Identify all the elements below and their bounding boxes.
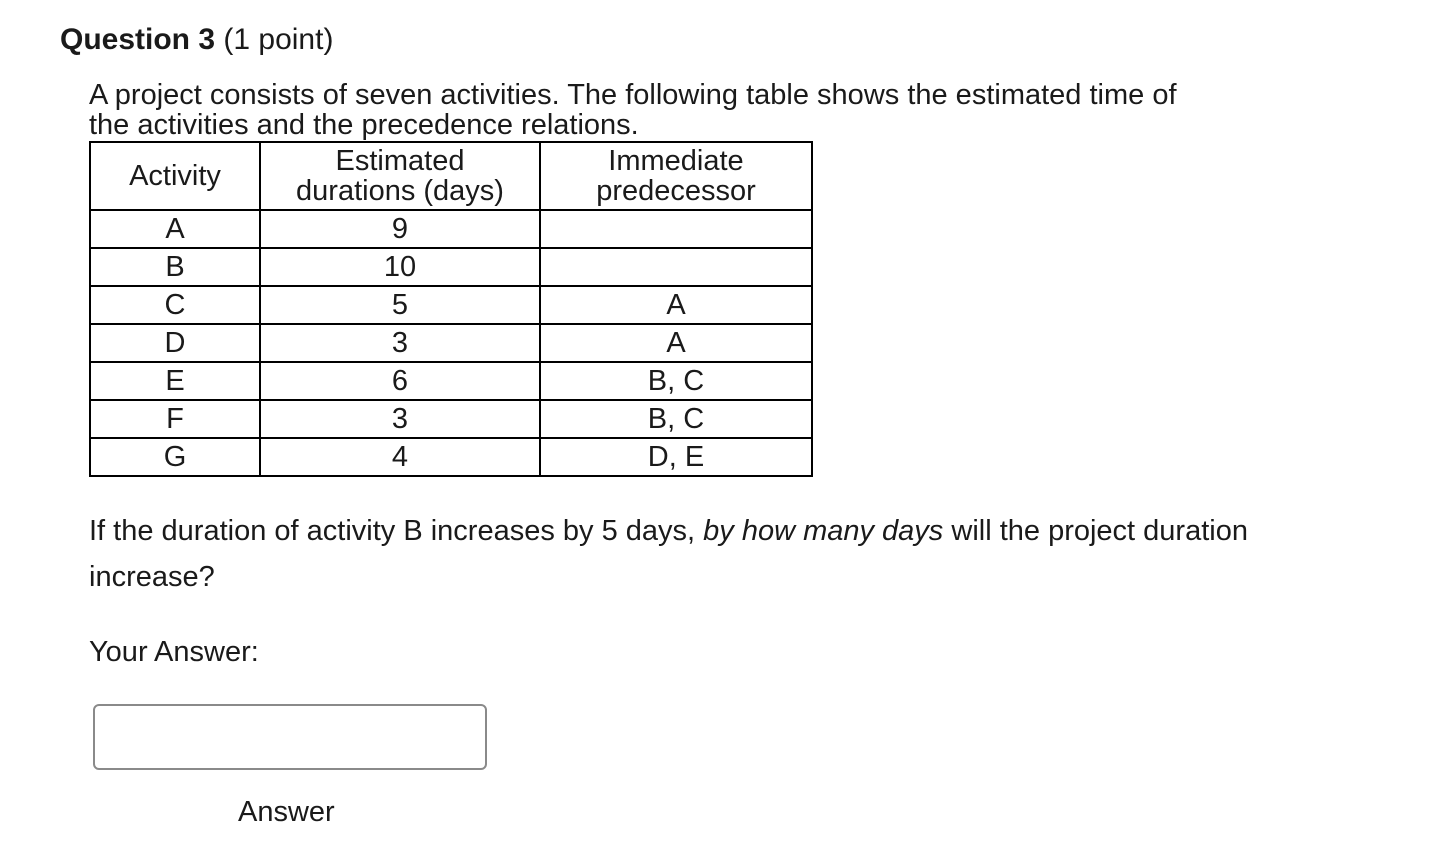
cell-activity: E [90, 362, 260, 400]
cell-duration: 3 [260, 324, 540, 362]
prompt-text-1: If the duration of activity B increases by 5 days, [89, 515, 704, 547]
cell-predecessor: B, C [540, 400, 812, 438]
question-points: (1 point) [223, 23, 334, 56]
answer-caption: Answer [238, 796, 335, 828]
cell-predecessor: A [540, 324, 812, 362]
cell-activity: F [90, 400, 260, 438]
cell-duration: 10 [260, 248, 540, 286]
cell-duration: 4 [260, 438, 540, 476]
answer-input[interactable] [93, 704, 487, 770]
prompt-emphasis: by how many days [703, 515, 944, 547]
header-predecessor-line-1: Immediate [608, 145, 744, 177]
cell-predecessor: B, C [540, 362, 812, 400]
cell-duration: 9 [260, 210, 540, 248]
header-duration-line-1: Estimated [335, 145, 465, 177]
table-row [90, 362, 812, 400]
cell-predecessor [540, 248, 812, 286]
cell-duration: 6 [260, 362, 540, 400]
cell-predecessor: A [540, 286, 812, 324]
header-activity: Activity [90, 142, 260, 210]
question-prompt [89, 508, 1339, 600]
cell-duration: 3 [260, 400, 540, 438]
cell-activity: G [90, 438, 260, 476]
cell-duration: 5 [260, 286, 540, 324]
header-predecessor-line-2: predecessor [596, 175, 756, 207]
question-header [60, 20, 333, 60]
header-predecessor [540, 142, 812, 210]
cell-activity: A [90, 210, 260, 248]
table-row [90, 248, 812, 286]
question-number: Question 3 [60, 23, 216, 56]
cell-activity: C [90, 286, 260, 324]
cell-activity: B [90, 248, 260, 286]
table-row [90, 210, 812, 248]
header-duration [260, 142, 540, 210]
table-row [90, 286, 812, 324]
your-answer-label: Your Answer: [89, 636, 259, 668]
cell-activity: D [90, 324, 260, 362]
table-row [90, 324, 812, 362]
prompt-text-2: will the project duration increase? [89, 515, 1248, 593]
table-row [90, 438, 812, 476]
header-duration-line-2: durations (days) [296, 175, 504, 207]
activity-table [89, 141, 813, 477]
table-header-row [90, 142, 812, 210]
question-intro [89, 80, 1349, 140]
intro-line-2: the activities and the precedence relations. [89, 109, 639, 141]
table-row [90, 400, 812, 438]
intro-line-1: A project consists of seven activities. The following table shows the estimated time of [89, 79, 1177, 111]
cell-predecessor [540, 210, 812, 248]
cell-predecessor: D, E [540, 438, 812, 476]
